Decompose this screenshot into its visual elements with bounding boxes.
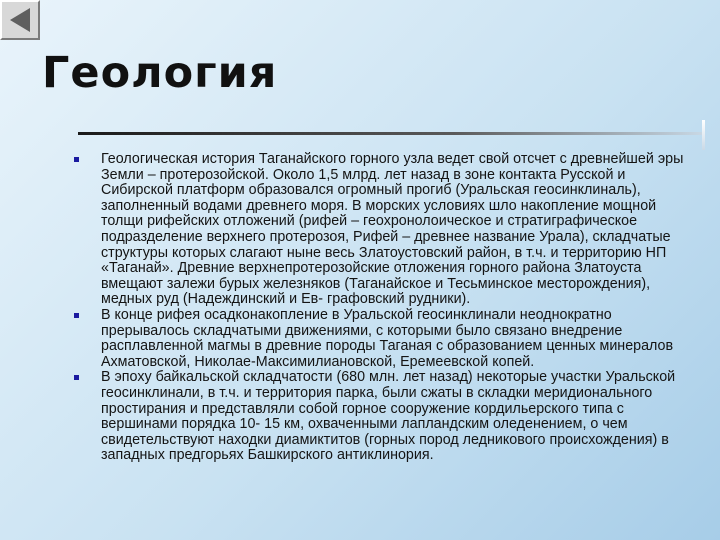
bullet-text: В эпоху байкальской складчатости (680 млн. лет назад) некоторые участки Уральской геосинклинали, в т.ч. и территория парка, были сжаты в складки меридионального простирания и представляли собой горное сооружение кордильерского типа с вершинами порядка 10- 15 км, охваченными лапландским оледенением, о чем свидетельствуют находки диамиктитов (горных пород ледникового происхождения) в западных предгорьях Башкирского антиклинория. xyxy=(101,369,676,464)
slide-title: Геология xyxy=(42,48,278,98)
square-bullet-icon xyxy=(74,375,79,380)
list-item xyxy=(70,308,695,370)
title-divider xyxy=(78,132,704,135)
list-item xyxy=(70,152,695,308)
triangle-left-icon xyxy=(7,6,33,34)
bullet-text: В конце рифея осадконакопление в Уральской геосинклинали неоднократно прерывалось складчатыми движениями, с которыми было связано внедрение расплавленной магмы в древние породы Таганая с образованием ценных минералов Ахматовской, Николае-Максимилиановской, Еремеевской копей. xyxy=(101,306,674,370)
divider-accent xyxy=(702,120,705,150)
square-bullet-icon xyxy=(74,313,79,318)
bullet-text: Геологическая история Таганайского горного узла ведет свой отсчет с древнейшей эры Земли – протерозойской. Около 1,5 млрд. лет назад в зоне контакта Русской и Сибирской платформ образовался огромный прогиб (Уральская геосинклиналь), заполненный водами древнего моря. В морских условиях шло накопление мощной толщи рифейских отложений (рифей – геохронолоическое и стратиграфическое подразделение верхнего протерозоя, Рифей – древнее название Урала), складчатые структуры которых слагают ныне весь Златоустовский район, в т.ч. и территорию НП «Таганай». Древние верхнепротерозойские отложения горного района Златоуста вмещают залежи бурых железняков (Таганайское и Тесьминское месторождения), медных руд (Надеждинский и Ев- графовский рудники). xyxy=(101,151,684,308)
bullet-list xyxy=(70,152,695,464)
back-button[interactable] xyxy=(0,0,40,40)
square-bullet-icon xyxy=(74,157,79,162)
list-item xyxy=(70,370,695,464)
